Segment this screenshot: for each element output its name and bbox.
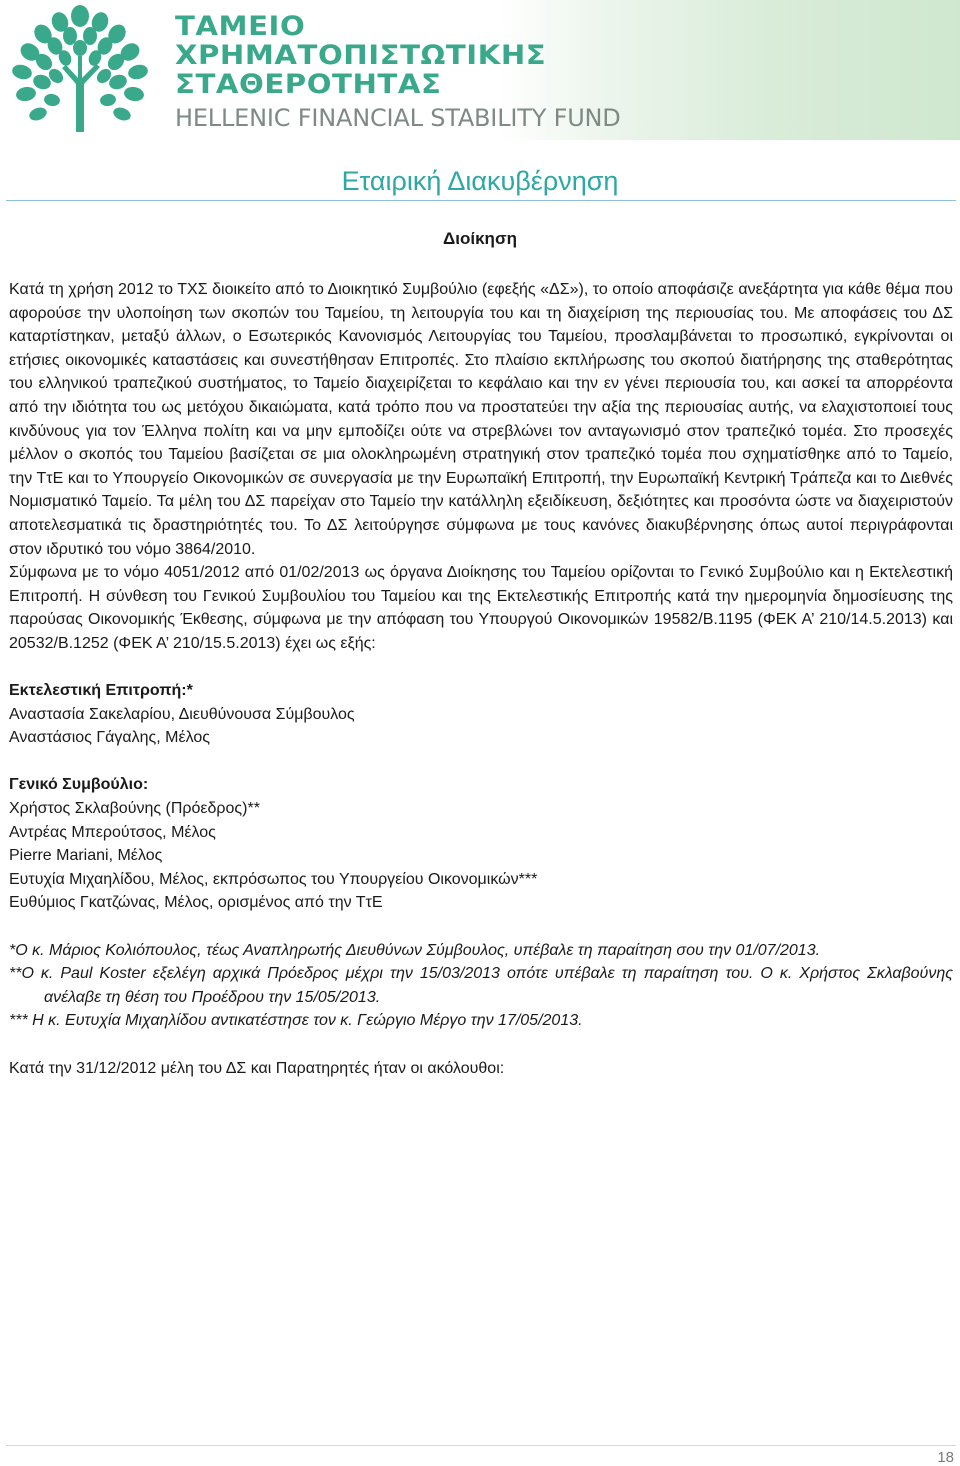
closing-line: Κατά την 31/12/2012 μέλη του ΔΣ και Παρατηρητές ήταν οι ακόλουθοι: — [9, 1059, 505, 1077]
paragraph-law-4051: Σύμφωνα με το νόμο 4051/2012 από 01/02/2013 ως όργανα Διοίκησης του Ταμείου ορίζονται το Γενικό Συμβούλιο και η Εκτελεστική Επιτροπή. Η σύνθεση του Γενικού Συμβουλίου του Ταμείου και της Εκτελεστικής Επιτροπής κατά την ημερομηνία δημοσίευσης της παρούσας Οικονομικής Έκθεσης, σύμφωνα με την απόφαση του Υπουργού Οικονομικών 19582/Β.1195 (ΦΕΚ Α’ 210/14.5.2013) και 20532/Β.1252 (ΦΕΚ Α’ 210/15.5.2013) έχει ως εξής: — [9, 564, 953, 652]
title-divider — [6, 200, 956, 201]
footnote-3: *** Η κ. Ευτυχία Μιχαηλίδου αντικατέστησε τον κ. Γεώργιο Μέργο την 17/05/2013. — [9, 1012, 583, 1030]
brand-wordmark — [175, 12, 621, 131]
general-council-member: Ευτυχία Μιχαηλίδου, Μέλος, εκπρόσωπος του Υπουργείου Οικονομικών*** — [9, 870, 538, 888]
general-council-heading: Γενικό Συμβούλιο: — [9, 776, 149, 794]
general-council-member: Ευθύμιος Γκατζώνας, Μέλος, ορισμένος από την ΤτΕ — [9, 894, 383, 912]
footer-divider — [6, 1445, 956, 1446]
general-council-member: Αντρέας Μπερούτσος, Μέλος — [9, 823, 216, 841]
brand-english-name: HELLENIC FINANCIAL STABILITY FUND — [175, 104, 621, 132]
subsection-title: Διοίκηση — [443, 229, 517, 248]
page-number: 18 — [937, 1449, 954, 1466]
brand-line-2: ΧΡΗΜΑΤΟΠΙΣΤΩΤΙΚΗΣ — [175, 40, 547, 71]
brand-line-3: ΣΤΑΘΕΡΟΤΗΤΑΣ — [175, 69, 442, 100]
executive-committee-member: Αναστάσιος Γάγαλης, Μέλος — [9, 729, 210, 747]
footnote-1: *Ο κ. Μάριος Κολιόπουλος, τέως Αναπληρωτής Διευθύνων Σύμβουλος, υπέβαλε τη παραίτηση σου την 01/07/2013. — [9, 941, 821, 959]
spacer — [9, 1033, 953, 1057]
spacer — [9, 750, 953, 774]
section-title — [0, 163, 960, 199]
tree-logo-icon — [10, 4, 152, 132]
spacer — [9, 915, 953, 939]
section-title-text: Εταιρική Διακυβέρνηση — [341, 166, 619, 196]
document-body — [9, 278, 953, 1080]
brand-line-1: ΤΑΜΕΙΟ — [175, 11, 306, 42]
executive-committee-heading: Εκτελεστική Επιτροπή:* — [9, 682, 193, 700]
executive-committee-member: Αναστασία Σακελαρίου, Διευθύνουσα Σύμβουλος — [9, 705, 355, 723]
general-council-member: Pierre Mariani, Μέλος — [9, 847, 163, 865]
paragraph-board-overview: Κατά τη χρήση 2012 το ΤΧΣ διοικείτο από το Διοικητικό Συμβούλιο (εφεξής «ΔΣ»), το οποίο αποφάσιζε ανεξάρτητα για κάθε θέμα που αφορούσε την υλοποίηση των σκοπών του Ταμείου, τη λειτουργία του και τη διαχείριση της περιουσίας του. Με αποφάσεις του ΔΣ καταρτίστηκαν, μεταξύ άλλων, ο Εσωτερικός Κανονισμός Λειτουργίας του Ταμείου, προσλαμβάνεται το προσωπικό, εγκρίνονται οι ετήσιες οικονομικές καταστάσεις και συνεστήθησαν Επιτροπές. Στο πλαίσιο εκπλήρωσης του σκοπού διατήρησης της σταθερότητας του ελληνικού τραπεζικού συστήματος, το Ταμείο διαχειρίζεται το κεφάλαιο και την εν γένει περιουσία του, και ασκεί τα απορρέοντα από την ιδιότητα του ως μετόχου δικαιώματα, κατά τρόπο που να προστατεύει την αξία της περιουσίας αυτής, να ελαχιστοποιεί τους κινδύνους για τον Έλληνα πολίτη και να μην εμποδίζει ούτε να στρεβλώνει τον ανταγωνισμό στον τραπεζικό τομέα. Στο προσεχές μέλλον ο σκοπός του Ταμείου βασίζεται σε μια ολοκληρωμένη στρατηγική στον τραπεζικό τομέα που σχηματίσθηκε από το Ταμείο, την ΤτΕ και το Υπουργείο Οικονομικών σε συνεργασία με την Ευρωπαϊκή Επιτροπή, την Ευρωπαϊκή Κεντρική Τράπεζα και το Διεθνές Νομισματικό Ταμείο. Τα μέλη του ΔΣ παρείχαν στο Ταμείο την κατάλληλη εξειδίκευση, δεξιότητες και προσόντα ώστε να διαχειριστούν αποτελεσματικά τις δραστηριότητές του. Το ΔΣ λειτούργησε σύμφωνα με τους κανόνες διακυβέρνησης όπως αυτοί περιγράφονται στον ιδρυτικό του νόμο 3864/2010. — [9, 281, 953, 558]
spacer — [9, 656, 953, 680]
footnote-2: **Ο κ. Paul Koster εξελέγη αρχικά Πρόεδρος μέχρι την 15/03/2013 οπότε υπέβαλε τη παραίτηση του. Ο κ. Χρήστος Σκλαβούνης ανέλαβε τη θέση του Προέδρου την 15/05/2013. — [9, 965, 953, 1006]
page-header — [0, 0, 960, 140]
general-council-member: Χρήστος Σκλαβούνης (Πρόεδρος)** — [9, 800, 260, 818]
